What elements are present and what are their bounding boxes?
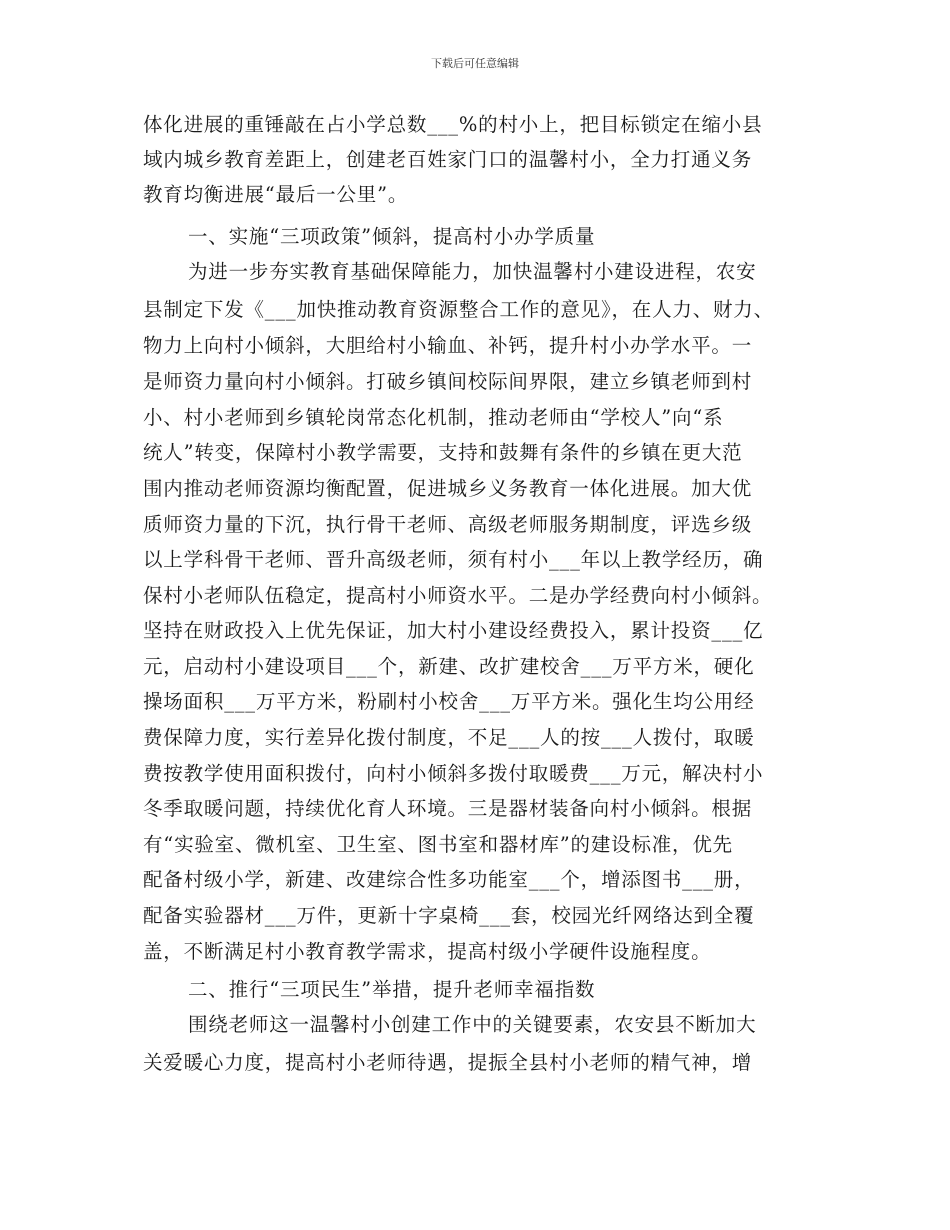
body-line: 为进一步夯实教育基础保障能力，加快温馨村小建设进程，农安: [188, 260, 757, 283]
body-line: 盖，不断满足村小教育教学需求，提高村级小学硬件设施程度。: [143, 940, 712, 963]
body-line: 教育均衡进展“最后一公里”。: [143, 183, 409, 206]
body-line: 质师资力量的下沉，执行骨干老师、高级老师服务期制度，评选乡级: [143, 513, 753, 536]
body-line: 有“实验室、微机室、卫生室、图书室和器材库”的建设标准，优先: [143, 833, 733, 856]
body-line: 围绕老师这一温馨村小创建工作中的关键要素，农安县不断加大: [188, 1013, 757, 1036]
body-line: 保村小老师队伍稳定，提高村小师资水平。二是办学经费向村小倾斜。: [143, 584, 773, 607]
body-line: 坚持在财政投入上优先保证，加大村小建设经费投入，累计投资___亿: [143, 619, 764, 642]
body-line: 县制定下发《___加快推动教育资源整合工作的意见》，在人力、财力、: [143, 298, 774, 321]
body-line: 小、村小老师到乡镇轮岗常态化机制，推动老师由“学校人”向“系: [143, 406, 724, 429]
section-heading-2: 二、推行“三项民生”举措，提升老师幸福指数: [188, 978, 596, 1001]
body-line: 域内城乡教育差距上，创建老百姓家门口的温馨村小，全力打通义务: [143, 148, 753, 171]
body-line: 是师资力量向村小倾斜。打破乡镇间校际间界限，建立乡镇老师到村: [143, 370, 753, 393]
body-line: 操场面积___万平方米，粉刷村小校舍___万平方米。强化生均公用经: [143, 690, 755, 713]
body-line: 配备实验器材___万件，更新十字桌椅___套，校园光纤网络达到全覆: [143, 904, 755, 927]
body-line: 费按教学使用面积拨付，向村小倾斜多拨付取暖费___万元，解决村小: [143, 762, 764, 785]
body-line: 费保障力度，实行差异化拨付制度，不足___人的按___人拨付，取暖: [143, 726, 755, 749]
body-line: 关爱暖心力度，提高村小老师待遇，提振全县村小老师的精气神，增: [143, 1051, 753, 1074]
body-line: 冬季取暖问题，持续优化育人环境。三是器材装备向村小倾斜。根据: [143, 797, 753, 820]
body-line: 统人”转变，保障村小教学需要，支持和鼓舞有条件的乡镇在更大范: [143, 441, 743, 464]
body-line: 体化进展的重锤敲在占小学总数___%的村小上，把目标锁定在缩小县: [143, 113, 763, 136]
body-line: 围内推动老师资源均衡配置，促进城乡义务教育一体化进展。加大优: [143, 477, 753, 500]
body-line: 配备村级小学，新建、改建综合性多功能室___个，增添图书___册，: [143, 868, 755, 891]
body-line: 物力上向村小倾斜，大胆给村小输血、补钙，提升村小办学水平。一: [143, 334, 753, 357]
body-line: 元，启动村小建设项目___个，新建、改扩建校舍___万平方米，硬化: [143, 655, 755, 678]
page-header: 下载后可任意编辑: [431, 57, 519, 70]
section-heading-1: 一、实施“三项政策”倾斜，提高村小办学质量: [188, 225, 596, 248]
body-line: 以上学科骨干老师、晋升高级老师，须有村小___年以上教学经历，确: [143, 548, 764, 571]
